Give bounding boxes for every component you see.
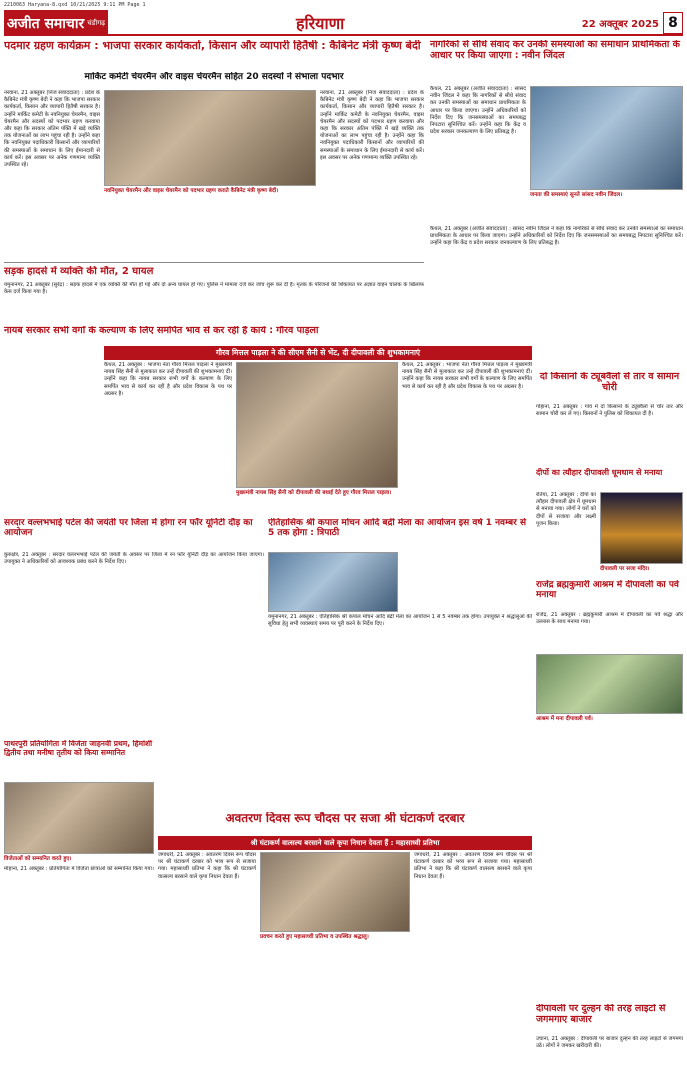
lead-body-col3 (320, 90, 424, 258)
ashram-body (536, 612, 683, 652)
jindal-body: कैथल, 21 अक्तूबर (अजीत संवाददाता) : सांसद नवीन जिंदल ने कहा कि नागरिकों से सीधे संवाद कर उनकी समस्याओं का समाधान प्राथमिकता के आधार पर किया जाएगा। उन्होंने अधिकारियों को निर्देश दिए कि जनसमस्याओं का समयबद्ध निपटारा सुनिश्चित करें। उन्होंने कहा कि केंद्र व प्रदेश सरकार जनकल्याण के लिए प्रतिबद्ध है। (430, 86, 526, 136)
avatran-caption: प्रवचन करते हुए महासाध्वी प्रतिभा व उपस्थित श्रद्धालु। (260, 934, 369, 940)
jindal-story (430, 40, 683, 82)
naib-body-cont: कैथल, 21 अक्तूबर : भाजपा नेता गौरव मित्तल पाड़ला ने मुख्यमंत्री नायब सिंह सैनी से मुलाकात कर उन्हें दीपावली की शुभकामनाएं दीं। उन्होंने कहा कि नायब सरकार सभी वर्गों के कल्याण के लिए समर्पित भाव से कार्य कर रही है और प्रदेश विकास के पथ पर अग्रसर है। (402, 362, 532, 390)
jindal-headline: नागरिकों से सीधे संवाद कर उनकी समस्याओं का समाधान प्राथमिकता के आधार पर किया जाएगा : नवीन जिंदल (430, 40, 680, 61)
lead-headline: पदमार ग्रहण कार्यक्रम : भाजपा सरकार कार्यकर्ता, किसान और व्यापारी हितैषी : कैबिनेट मंत्री कृष्ण बेदी (4, 40, 421, 52)
lead-photo (104, 90, 316, 186)
patel-headline: सरदार वल्लभभाई पटेल की जयंती पर जिला में होगा रन फॉर यूनिटी दौड़ का आयोजन (4, 518, 253, 539)
paatharpuri-text: मोहाना, 21 अक्तूबर : प्रतियोगिता में विजेता छात्राओं को सम्मानित किया गया। (4, 866, 154, 872)
naib-body-col2 (402, 362, 532, 512)
mela-photo (268, 552, 398, 612)
page-number: 8 (663, 12, 683, 34)
bride-body (536, 1036, 683, 1084)
patel-body (4, 552, 264, 678)
mela-story (268, 518, 532, 550)
lead-caption: नवनियुक्त चेयरमैन और वाइस चेयरमैन को पदभार ग्रहण कराते कैबिनेट मंत्री कृष्ण बेदी। (104, 188, 279, 194)
tubewell-body (536, 404, 683, 464)
avatran-headline: अवतरण दिवस रूप चौदस पर सजा श्री घंटाकर्ण दरबार (225, 812, 465, 825)
print-slug: 2210063 Haryana-8.qxd 10/21/2025 9:11 PM Page 1 (4, 2, 146, 8)
patel-text: कुरुक्षेत्र, 21 अक्तूबर : सरदार वल्लभभाई पटेल की जयंती के अवसर पर जिला में रन फॉर यूनिटी दौड़ का आयोजन किया जाएगा। उपायुक्त ने अधिकारियों को आवश्यक प्रबंध करने के निर्देश दिए। (4, 552, 264, 566)
ashram-story (536, 580, 683, 610)
paatharpuri-body (4, 866, 154, 1082)
diwali-top-photo (600, 492, 683, 564)
tubewell-text: गोहाना, 21 अक्तूबर : गांव में दो किसानों के ट्यूबवैलों से चोर तार और सामान चोरी कर ले गए। किसानों ने पुलिस को शिकायत दी है। (536, 404, 683, 418)
lead-subhead-box (4, 72, 424, 88)
avatran-text-cont: जगाधरी, 21 अक्तूबर : अवतरण दिवस रूप चौदस पर श्री घंटाकर्ण दरबार को भव्य रूप से सजाया गया। महासाध्वी प्रतिभा ने कहा कि श्री घंटाकर्ण वात्सल्य बरसाने वाले कृपा निधान देवता हैं। (414, 852, 532, 880)
avatran-text: जगाधरी, 21 अक्तूबर : अवतरण दिवस रूप चौदस पर श्री घंटाकर्ण दरबार को भव्य रूप से सजाया गया। महासाध्वी प्रतिभा ने कहा कि श्री घंटाकर्ण वात्सल्य बरसाने वाले कृपा निधान देवता हैं। (158, 852, 256, 880)
diwali-top-body (536, 492, 596, 572)
section-title: हरियाणा (296, 14, 345, 33)
patel-story (4, 518, 264, 550)
newspaper-logo (4, 10, 108, 36)
naib-body-col1 (104, 362, 232, 512)
diwali-top-headline: दीपों का त्यौहार दीपावली धूमधाम से मनाया (536, 468, 663, 477)
naib-bar: गौरव मित्तल पाड़ला ने की सीएम सैनी से भेंट, दी दीपावली की शुभकामनाएं (104, 346, 532, 360)
ashram-caption: आश्रम में मना दीपावली पर्व। (536, 716, 593, 722)
jindal-caption: जनता की समस्याएं सुनते सांसद नवीन जिंदल। (530, 192, 623, 198)
avatran-body (158, 852, 256, 1082)
naib-headline: नायब सरकार सभी वर्गों के कल्याण के लिए समर्पित भाव से कर रही है कार्य : गौरव पाड़ला (4, 326, 319, 336)
issue-date: 22 अक्तूबर 2025 (581, 19, 659, 30)
avatran-body-cont (414, 852, 532, 1082)
mela-body (268, 614, 532, 734)
paatharpuri-photo (4, 782, 154, 854)
ashram-photo (536, 654, 683, 714)
accident-text: यमुनानगर, 21 अक्तूबर (सुरेंद्र) : सड़क हादसे में एक व्यक्ति की मौत हो गई और दो अन्य घायल हो गए। पुलिस ने मामला दर्ज कर जांच शुरू कर दी है। मृतक के परिजनों की शिकायत पर अज्ञात वाहन चालक के खिलाफ केस दर्ज किया गया है। (4, 282, 424, 296)
tubewell-story (536, 372, 683, 402)
bride-headline: दीपावली पर दुल्हन की तरह लाइटों से जगमगाए बाजार (536, 1004, 666, 1025)
jindal-body-col1 (430, 86, 526, 226)
naib-caption: मुख्यमंत्री नायब सिंह सैनी को दीपावली की बधाई देते हुए गौरव मित्तल पाड़ला। (236, 490, 392, 496)
diwali-top-caption: दीपावली पर सजा मंदिर। (600, 566, 650, 572)
avatran-photo (260, 852, 410, 932)
naib-photo (236, 362, 398, 488)
paatharpuri-story (4, 740, 154, 780)
tubewell-headline: दो किसानों के ट्यूबवैलों से तार व सामान चोरी (539, 372, 680, 393)
masthead (4, 10, 683, 36)
mela-headline: ऐतिहासिक श्री कपाल मोचन आदि बद्री मेला का आयोजन इस वर्ष 1 नवम्बर से 5 तक होगा : त्रिपाठी (268, 518, 527, 539)
avatran-bar: श्री घंटाकर्ण वात्सल्य बरसाने वाले कृपा निधान देवता हैं : महासाध्वी प्रतिभा (158, 836, 532, 850)
edition-city: चंडीगढ़ (87, 18, 106, 27)
accident-body (4, 282, 424, 322)
jindal-body-col2 (430, 226, 683, 366)
accident-headline: सड़क हादसे में व्यक्ति की मौत, 2 घायल (4, 266, 154, 277)
newspaper-name: अजीत समाचार (6, 15, 85, 32)
avatran-story (158, 812, 532, 832)
lead-body-cont: नरवाना, 21 अक्तूबर (निज संवाददाता) : प्रदेश के कैबिनेट मंत्री कृष्ण बेदी ने कहा कि भाजपा सरकार कार्यकर्ता, किसान और व्यापारी हितैषी सरकार है। उन्होंने मार्किट कमेटी के नवनियुक्त चेयरमैन, वाइस चेयरमैन और सदस्यों को पदभार ग्रहण करवाया और कहा कि सरकार अंतिम पंक्ति में खड़े व्यक्ति तक योजनाओं का लाभ पहुंचा रही है। उन्होंने कहा कि नवनियुक्त पदाधिकारी किसानों और व्यापारियों की समस्याओं के समाधान के लिए ईमानदारी से कार्य करें। इस अवसर पर अनेक गणमान्य व्यक्ति उपस्थित रहे। (320, 90, 424, 161)
ashram-text: राजेंद्र, 21 अक्तूबर : ब्रह्मकुमारी आश्रम में दीपावली का पर्व श्रद्धा और उल्लास के साथ मनाया गया। (536, 612, 683, 626)
accident-story (4, 266, 424, 280)
diwali-top-story (536, 468, 683, 490)
naib-body: कैथल, 21 अक्तूबर : भाजपा नेता गौरव मित्तल पाड़ला ने मुख्यमंत्री नायब सिंह सैनी से मुलाकात कर उन्हें दीपावली की शुभकामनाएं दीं। उन्होंने कहा कि नायब सरकार सभी वर्गों के कल्याण के लिए समर्पित भाव से कार्य कर रही है और प्रदेश विकास के पथ पर अग्रसर है। (104, 362, 232, 397)
lead-body: नरवाना, 21 अक्तूबर (निज संवाददाता) : प्रदेश के कैबिनेट मंत्री कृष्ण बेदी ने कहा कि भाजपा सरकार कार्यकर्ता, किसान और व्यापारी हितैषी सरकार है। उन्होंने मार्किट कमेटी के नवनियुक्त चेयरमैन, वाइस चेयरमैन और सदस्यों को पदभार ग्रहण करवाया और कहा कि सरकार अंतिम पंक्ति में खड़े व्यक्ति तक योजनाओं का लाभ पहुंचा रही है। उन्होंने कहा कि नवनियुक्त पदाधिकारी किसानों और व्यापारियों की समस्याओं के समाधान के लिए ईमानदारी से कार्य करें। इस अवसर पर अनेक गणमान्य व्यक्ति उपस्थित रहे। (4, 90, 100, 169)
bride-story (536, 1004, 683, 1034)
divider (4, 262, 424, 263)
ashram-headline: राजेंद्र ब्रह्मकुमारी आश्रम में दीपावली का पर्व मनाया (536, 580, 679, 601)
jindal-photo (530, 86, 683, 190)
bride-text: उचाना, 21 अक्तूबर : दीपावली पर बाजार दुल्हन की तरह लाइटों से जगमगा उठे। लोगों ने जमकर खरीदारी की। (536, 1036, 683, 1050)
naib-story (4, 326, 532, 344)
paatharpuri-headline: पाथरपुरी प्रतियोगिता में विजेता जाहनवी प्रथम, हिमांशी द्वितीय तथा मनीषा तृतीय को किया सम्मानित (4, 740, 153, 757)
jindal-body-cont: कैथल, 21 अक्तूबर (अजीत संवाददाता) : सांसद नवीन जिंदल ने कहा कि नागरिकों से सीधे संवाद कर उनकी समस्याओं का समाधान प्राथमिकता के आधार पर किया जाएगा। उन्होंने अधिकारियों को निर्देश दिए कि जनसमस्याओं का समयबद्ध निपटारा सुनिश्चित करें। उन्होंने कहा कि केंद्र व प्रदेश सरकार जनकल्याण के लिए प्रतिबद्ध है। (430, 226, 683, 247)
paatharpuri-caption: विजेताओं को सम्मानित करते हुए। (4, 856, 72, 862)
mela-text: यमुनानगर, 21 अक्तूबर : ऐतिहासिक श्री कपाल मोचन आदि बद्री मेला का आयोजन 1 से 5 नवम्बर तक होगा। उपायुक्त ने श्रद्धालुओं की सुविधा हेतु सभी व्यवस्थाएं समय पर पूरी करने के निर्देश दिए। (268, 614, 532, 628)
lead-story (4, 40, 424, 74)
lead-subhead: मार्किट कमेटी चेयरमैन और वाइस चेयरमैन सहित 20 सदस्यों ने संभाला पदभार (84, 72, 344, 82)
diwali-top-text: रतिया, 21 अक्तूबर : दीपों का त्यौहार दीपावली क्षेत्र में धूमधाम से मनाया गया। लोगों ने घरों को दीपों से सजाया और लक्ष्मी पूजन किया। (536, 492, 596, 527)
lead-body-col1 (4, 90, 100, 258)
